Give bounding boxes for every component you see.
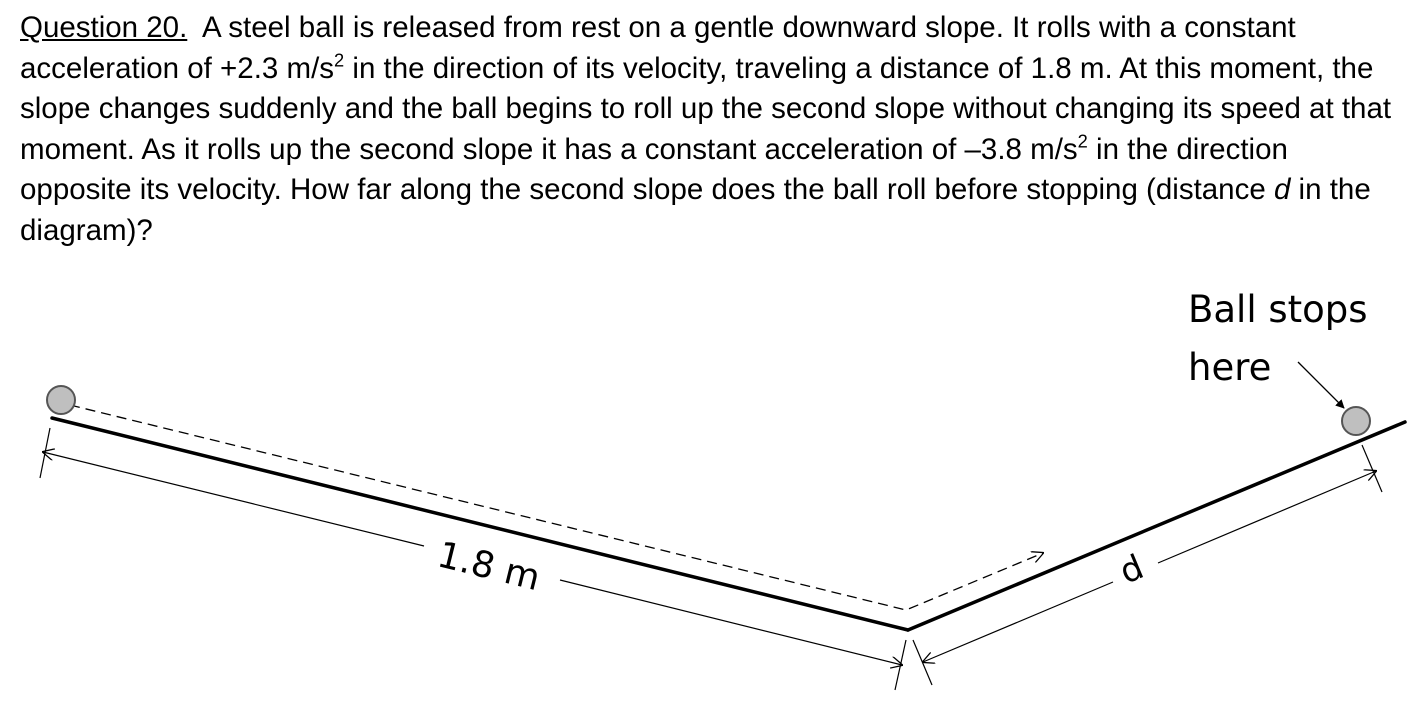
dimension-second-left bbox=[923, 582, 1113, 662]
dimension-second-right bbox=[1158, 471, 1376, 563]
callout-arrow bbox=[1298, 362, 1344, 408]
question-sentence-3: in the direction opposite its velocity. How far along the second slope does the ball roll before stopping (distance bbox=[20, 132, 1288, 206]
dimension-first-left bbox=[43, 452, 424, 546]
question-sentence-1: A steel ball is released from rest on a gentle downward slope. It rolls with a constant acceleration of +2.3 m/s bbox=[20, 11, 1296, 85]
question-sentence-2: in the direction of its velocity, traveling a distance of 1.8 m. At this moment, the slope changes suddenly and the ball begins to roll up the second slope without changing its speed at that moment. As it rolls up the second slope it has a constant acceleration of –3.8 m/s bbox=[20, 51, 1392, 166]
ball-path-dashed bbox=[70, 405, 1043, 610]
ball-start bbox=[47, 386, 75, 414]
variable-d: d bbox=[1273, 173, 1291, 206]
exponent-1: 2 bbox=[334, 49, 345, 71]
tick-second-start bbox=[913, 640, 932, 685]
first-slope-surface bbox=[52, 418, 908, 630]
callout-line-2: here bbox=[1188, 346, 1272, 389]
tick-second-end bbox=[1362, 445, 1382, 492]
ball-end bbox=[1342, 407, 1370, 435]
dimension-first-right bbox=[560, 580, 902, 665]
first-slope-distance-label: 1.8 m bbox=[433, 534, 545, 600]
exponent-2: 2 bbox=[1077, 130, 1088, 152]
callout-line-1: Ball stops bbox=[1188, 288, 1368, 331]
second-slope-distance-label: d bbox=[1114, 547, 1150, 593]
question-sentence-4: in the diagram)? bbox=[20, 173, 1371, 247]
second-slope-surface bbox=[908, 422, 1405, 630]
question-label: Question 20. bbox=[20, 11, 188, 44]
